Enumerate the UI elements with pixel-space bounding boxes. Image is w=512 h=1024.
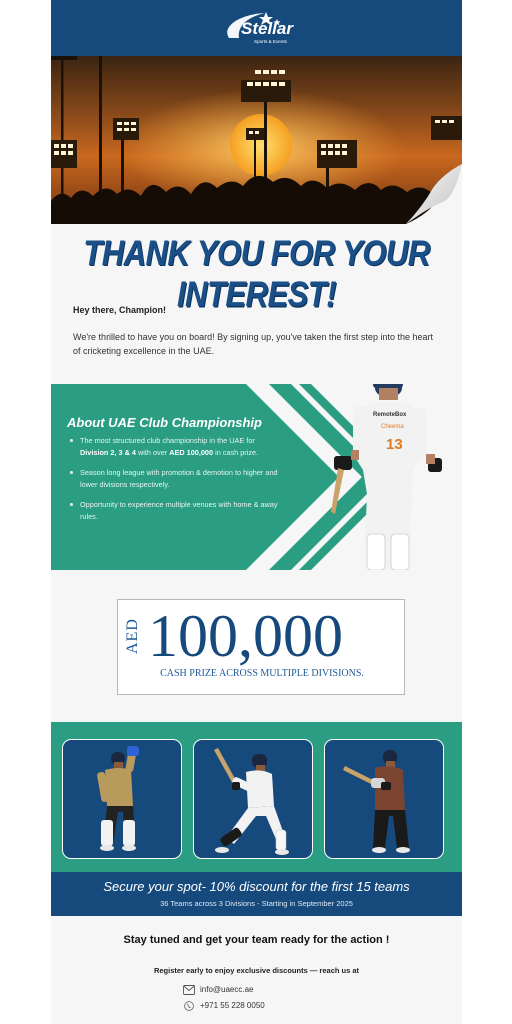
player-card-2	[193, 739, 313, 859]
about-bullet-list	[67, 435, 285, 531]
svg-text:Stellar: Stellar	[241, 19, 293, 38]
cricketer-player-image	[331, 384, 442, 570]
player-batter-swing-image	[194, 740, 313, 859]
prize-currency: AED	[124, 618, 141, 654]
svg-text:Sports & Events: Sports & Events	[254, 39, 287, 44]
players-band	[51, 722, 462, 872]
hero-image-sunset-stadium	[51, 56, 462, 224]
header-bar	[51, 0, 462, 56]
email-body	[51, 0, 462, 1024]
cta-subtext: 36 Teams across 3 Divisions - Starting in September 2025	[160, 899, 353, 908]
prize-caption: CASH PRIZE ACROSS MULTIPLE DIVISIONS.	[160, 668, 364, 679]
stellar-logo[interactable]	[51, 8, 462, 48]
svg-text:13: 13	[386, 436, 403, 453]
svg-text:Cheema: Cheema	[381, 424, 404, 430]
stay-tuned-heading: Stay tuned and get your team ready for the action !	[123, 934, 390, 946]
intro-paragraph: We're thrilled to have you on board! By signing up, you've taken the first step into the heart of cricketing excellence in the UAE.	[73, 332, 433, 356]
about-bullet-1: The most structured club championship in the UAE for Division 2, 3 & 4 with over AED 100,000 in cash prize.	[67, 435, 285, 458]
player-card-1	[62, 739, 182, 859]
greeting-text: Hey there, Champion!	[73, 305, 167, 315]
player-card-3	[324, 739, 444, 859]
cta-discount-text: Secure your spot- 10% discount for the first 15 teams	[103, 879, 410, 894]
prize-box	[117, 599, 405, 695]
about-bullet-2: Season long league with promotion & demotion to higher and lower divisions respectively.	[67, 467, 285, 490]
svg-text:RemoteBox: RemoteBox	[373, 412, 407, 418]
contact-email-link[interactable]: info@uaecc.ae	[200, 985, 254, 994]
register-text: Register early to enjoy exclusive discounts — reach us at	[153, 966, 360, 975]
about-title: About UAE Club Championship	[67, 415, 262, 430]
page-headline: THANK YOU FOR YOUR INTEREST!	[83, 232, 430, 315]
envelope-icon	[183, 985, 195, 995]
about-bullet-3: Opportunity to experience multiple venues with home & away rules.	[67, 499, 285, 522]
cta-bar	[51, 872, 462, 916]
player-batter-raising-glove-image	[63, 740, 182, 859]
prize-amount: 100,000	[148, 603, 343, 669]
player-batter-stance-image	[325, 740, 444, 859]
contact-phone-link[interactable]: +971 55 228 0050	[200, 1001, 265, 1010]
phone-icon	[183, 1001, 195, 1011]
